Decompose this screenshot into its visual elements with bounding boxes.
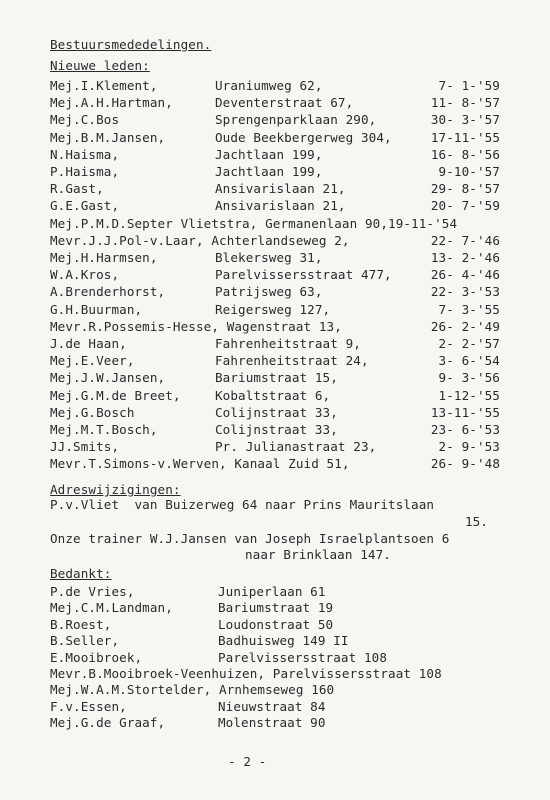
member-address: Colijnstraat 33, [215,422,338,437]
page-number: - 2 - [228,754,267,769]
member-row: Mej.P.M.D.Septer Vlietstra, Germanenlaan 90,19-11-'54 [50,215,458,231]
member-address: Uraniumweg 62, [215,78,323,93]
member-row [0,78,550,94]
resigned-row: Mej.W.A.M.Stortelder, Arnhemseweg 160 [50,682,335,698]
member-row [0,422,550,438]
resigned-address: Bariumstraat 19 [218,600,334,616]
resigned-title: Bedankt: [50,566,112,581]
address-change-line: 15. [465,514,489,529]
member-row [0,319,550,335]
member-birthdate: 16- 8-'56 [430,146,500,162]
resigned-row [0,584,550,600]
member-name: Mej.G.M.de Breet, [50,387,181,403]
member-name: Mej.H.Harmsen, [50,250,158,265]
member-row [0,388,550,404]
resigned-row [0,633,550,649]
member-address: Deventerstraat 67, [215,95,354,111]
member-name: JJ.Smits, [50,439,120,455]
member-birthdate: 13- 2-'46 [430,250,500,265]
member-name: Mej.J.W.Jansen, [50,370,166,386]
member-address: Fahrenheitstraat 9, [215,336,361,351]
member-address: Ansivarislaan 21, [215,181,346,197]
member-name: Mevr.R.Possemis-Hesse, Wagenstraat 13, [50,318,342,334]
member-address: Oude Beekbergerweg 304, [215,129,392,145]
member-row [0,353,550,369]
member-row [0,456,550,472]
member-name: R.Gast, [50,181,104,197]
member-row [0,112,550,128]
member-name: G.E.Gast, [50,198,120,214]
member-birthdate: 17-11-'55 [430,129,500,145]
member-address: Colijnstraat 33, [215,404,338,420]
member-address: Pr. Julianastraat 23, [215,439,377,455]
resigned-address: Badhuisweg 149 II [218,633,349,649]
resigned-address: Loudonstraat 50 [218,616,334,632]
member-name: N.Haisma, [50,146,120,162]
member-row [0,130,550,146]
member-name: W.A.Kros, [50,267,120,283]
member-row [0,181,550,197]
member-birthdate: 2- 9-'53 [438,439,500,455]
resigned-address: Nieuwstraat 84 [218,698,326,714]
member-address: Parelvissersstraat 477, [215,267,392,283]
member-address: Reigersweg 127, [215,301,331,317]
member-birthdate: 30- 3-'57 [430,112,500,128]
member-row [0,95,550,111]
member-row [0,336,550,352]
member-birthdate: 2- 2-'57 [438,336,500,351]
member-row [0,147,550,163]
resigned-row [0,617,550,633]
member-row [0,284,550,300]
address-change-line: naar Brinklaan 147. [245,547,391,562]
member-row [0,405,550,421]
member-row [0,302,550,318]
member-birthdate: 23- 6-'53 [430,422,500,437]
resigned-row [0,650,550,666]
member-address: Jachtlaan 199, [215,164,323,179]
member-birthdate: 3- 6-'54 [438,353,500,369]
member-row [0,267,550,283]
member-birthdate: 13-11-'55 [430,404,500,420]
member-name: Mej.E.Veer, [50,353,135,369]
resigned-name: Mej.G.de Graaf, [50,715,166,731]
member-birthdate: 22- 3-'53 [430,284,500,300]
member-name: G.H.Buurman, [50,301,143,317]
member-name: Mej.M.T.Bosch, [50,422,158,437]
address-change-line: Onze trainer W.J.Jansen van Joseph Israelplantsoen 6 [50,531,450,546]
address-change-line: P.v.Vliet van Buizerweg 64 naar Prins Mauritslaan [50,497,435,512]
resigned-row [0,715,550,731]
new-members-title: Nieuwe leden: [50,58,150,73]
resigned-name: F.v.Essen, [50,698,127,714]
member-birthdate: 29- 8-'57 [430,181,500,197]
resigned-row [0,600,550,616]
resigned-name: B.Roest, [50,616,112,632]
member-address: Fahrenheitstraat 24, [215,353,369,369]
resigned-name: P.de Vries, [50,584,135,599]
member-name: Mej.A.H.Hartman, [50,95,173,111]
member-name: Mej.G.Bosch [50,404,135,420]
member-birthdate: 9-10-'57 [438,164,500,179]
resigned-address: Parelvissersstraat 108 [218,649,388,665]
member-address: Blekersweg 31, [215,250,323,265]
resigned-row [0,699,550,715]
member-birthdate: 7- 3-'55 [438,301,500,317]
member-name: Mej.I.Klement, [50,78,158,93]
member-name: A.Brenderhorst, [50,284,166,300]
member-address: Ansivarislaan 21, [215,198,346,214]
member-birthdate: 26- 9-'48 [430,456,500,472]
member-name: Mevr.T.Simons-v.Werven, Kanaal Zuid 51, [50,456,350,472]
member-birthdate: 1-12-'55 [438,387,500,403]
member-row [0,198,550,214]
member-birthdate: 20- 7-'59 [430,198,500,214]
member-row [0,233,550,249]
page-heading: Bestuursmededelingen. [50,37,212,52]
member-birthdate: 26- 2-'49 [430,318,500,334]
member-address: Bariumstraat 15, [215,370,338,386]
member-name: J.de Haan, [50,336,127,351]
member-name: P.Haisma, [50,164,120,179]
member-row [0,164,550,180]
resigned-name: B.Seller, [50,633,120,649]
member-row [0,250,550,266]
resigned-name: E.Mooibroek, [50,649,143,665]
member-birthdate: 9- 3-'56 [438,370,500,386]
resigned-address: Juniperlaan 61 [218,584,326,599]
member-address: Jachtlaan 199, [215,146,323,162]
resigned-name: Mej.C.M.Landman, [50,600,173,616]
member-row [0,370,550,386]
member-name: Mevr.J.J.Pol-v.Laar, Achterlandseweg 2, [50,232,350,248]
resigned-row: Mevr.B.Mooibroek-Veenhuizen, Parelvissersstraat 108 [50,666,442,681]
member-birthdate: 26- 4-'46 [430,267,500,283]
member-name: Mej.B.M.Jansen, [50,129,166,145]
member-address: Kobaltstraat 6, [215,387,331,403]
member-name: Mej.C.Bos [50,112,120,128]
resigned-address: Molenstraat 90 [218,715,326,731]
member-address: Sprengenparklaan 290, [215,112,377,128]
address-changes-title: Adreswijzigingen: [50,482,181,497]
member-birthdate: 7- 1-'59 [438,78,500,93]
member-row [0,439,550,455]
member-address: Patrijsweg 63, [215,284,323,300]
member-birthdate: 22- 7-'46 [430,232,500,248]
member-birthdate: 11- 8-'57 [430,95,500,111]
